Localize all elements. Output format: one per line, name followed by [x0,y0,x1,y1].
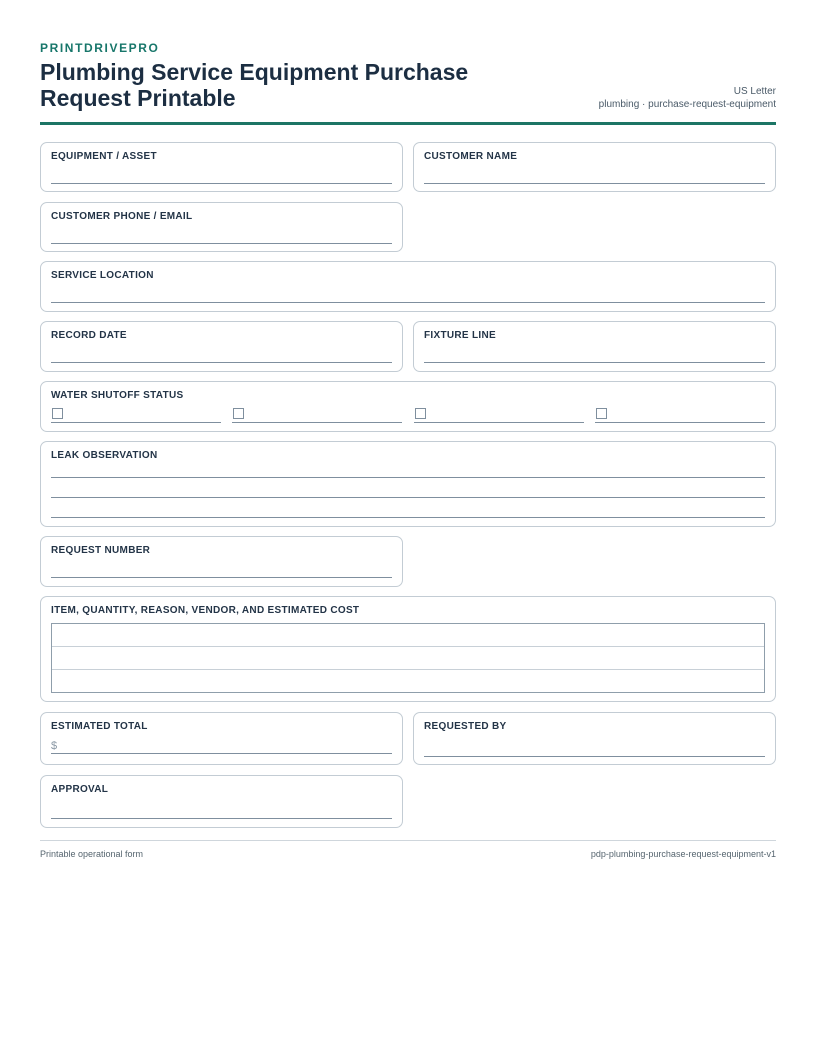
water-shutoff-status-label: WATER SHUTOFF STATUS [51,390,184,401]
footer-rule [40,840,776,841]
leak-observation-line-3 [51,517,765,518]
record-date-label: RECORD DATE [51,330,127,341]
request-number-line [51,577,392,578]
brand-name: PRINTDRIVEPRO [40,41,160,55]
shutoff-option-line-1 [51,422,221,423]
items-table-row[interactable] [52,670,764,693]
requested-by-label: REQUESTED BY [424,721,507,732]
equipment-asset-label: EQUIPMENT / ASSET [51,151,157,162]
requested-by-field[interactable] [413,712,776,765]
shutoff-checkbox-3[interactable] [415,408,426,419]
estimated-total-line [51,753,392,754]
equipment-asset-line [51,183,392,184]
items-table-row[interactable] [52,647,764,670]
shutoff-checkbox-1[interactable] [52,408,63,419]
items-table-row[interactable] [52,624,764,647]
currency-symbol: $ [51,740,58,752]
header-rule [40,122,776,125]
shutoff-checkbox-4[interactable] [596,408,607,419]
form-meta [599,85,776,111]
request-number-label: REQUEST NUMBER [51,545,151,556]
leak-observation-field[interactable] [40,441,776,527]
items-table-section [40,596,776,702]
footer-left-text: Printable operational form [40,849,144,859]
service-location-label: SERVICE LOCATION [51,270,154,281]
items-table-label: ITEM, QUANTITY, REASON, VENDOR, AND ESTIMATED COST [51,605,360,616]
service-location-line [51,302,765,303]
fixture-line-field[interactable] [413,321,776,372]
form-tags: plumbing · purchase-request-equipment [598,99,776,110]
shutoff-option-line-2 [232,422,402,423]
shutoff-option-line-4 [595,422,765,423]
page-title: Plumbing Service Equipment Purchase Request Printable [40,59,469,111]
shutoff-checkbox-2[interactable] [233,408,244,419]
record-date-line [51,362,392,363]
customer-name-label: CUSTOMER NAME [424,151,518,162]
leak-observation-label: LEAK OBSERVATION [51,450,158,461]
shutoff-option-line-3 [414,422,584,423]
service-location-field[interactable] [40,261,776,312]
customer-phone-email-line [51,243,392,244]
estimated-total-field[interactable] [40,712,403,765]
items-table [51,623,765,693]
fixture-line-line [424,362,765,363]
customer-phone-email-label: CUSTOMER PHONE / EMAIL [51,211,193,222]
customer-phone-email-field[interactable] [40,202,403,252]
equipment-asset-field[interactable] [40,142,403,192]
approval-line [51,818,392,819]
customer-name-field[interactable] [413,142,776,192]
water-shutoff-status-field [40,381,776,432]
record-date-field[interactable] [40,321,403,372]
fixture-line-label: FIXTURE LINE [424,330,496,341]
paper-size: US Letter [733,86,776,97]
footer-form-id: pdp-plumbing-purchase-request-equipment-v1 [590,849,776,859]
leak-observation-line-2 [51,497,765,498]
approval-label: APPROVAL [51,784,109,795]
requested-by-line [424,756,765,757]
leak-observation-line-1 [51,477,765,478]
approval-field[interactable] [40,775,403,828]
request-number-field[interactable] [40,536,403,587]
customer-name-line [424,183,765,184]
estimated-total-label: ESTIMATED TOTAL [51,721,148,732]
